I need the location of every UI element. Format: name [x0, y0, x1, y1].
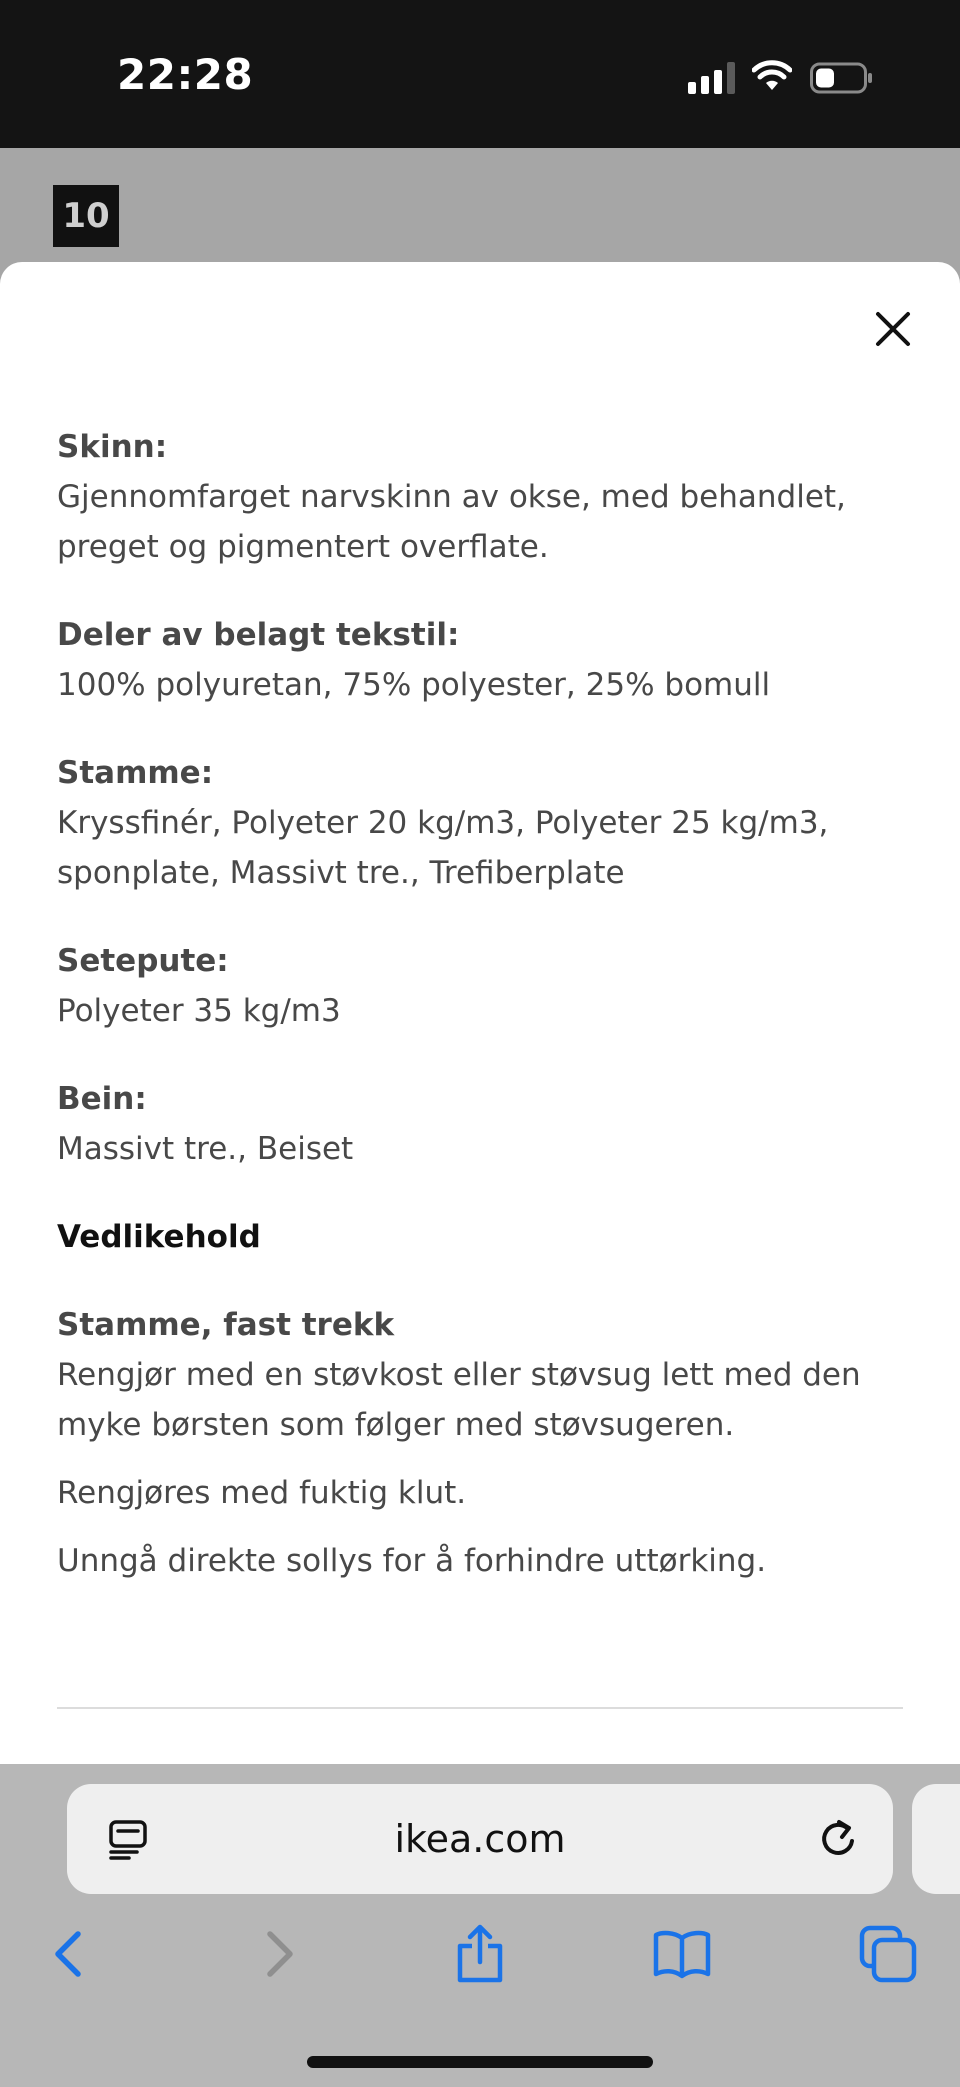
material-value: Massivt tre., Beiset: [57, 1131, 354, 1167]
care-paragraph: Rengjøres med fuktig klut.: [57, 1475, 467, 1511]
wifi-icon: [752, 60, 792, 92]
care-group: [57, 1300, 897, 1586]
tabs-icon[interactable]: [858, 1924, 918, 1984]
material-value: Gjennomfarget narvskinn av okse, med behandlet, preget og pigmentert overflate.: [57, 479, 846, 565]
material-label: Deler av belagt tekstil:: [57, 617, 460, 653]
next-tab-preview[interactable]: [912, 1784, 960, 1894]
status-bar: [0, 0, 960, 148]
material-label: Stamme:: [57, 755, 214, 791]
material-value: 100% polyuretan, 75% polyester, 25% bomull: [57, 667, 771, 703]
share-icon[interactable]: [450, 1924, 510, 1984]
material-value: Kryssfinér, Polyeter 20 kg/m3, Polyeter 25 kg/m3, sponplate, Massivt tre., Trefiberplate: [57, 805, 829, 891]
reload-icon[interactable]: [815, 1816, 861, 1862]
cellular-signal-icon: [688, 62, 735, 94]
care-paragraph: Unngå direkte sollys for å forhindre uttørking.: [57, 1543, 767, 1579]
back-icon[interactable]: [40, 1924, 100, 1984]
material-group: [57, 422, 897, 572]
care-section-title: Vedlikehold: [57, 1219, 261, 1255]
bookmarks-icon[interactable]: [652, 1924, 712, 1984]
url-text: ikea.com: [394, 1817, 566, 1861]
material-value: Polyeter 35 kg/m3: [57, 993, 341, 1029]
care-subtitle: Stamme, fast trekk: [57, 1307, 395, 1343]
material-group: [57, 936, 897, 1036]
forward-icon[interactable]: [248, 1924, 308, 1984]
material-group: [57, 748, 897, 898]
close-icon[interactable]: [868, 304, 918, 354]
home-indicator: [307, 2056, 653, 2068]
address-bar[interactable]: [67, 1784, 893, 1894]
materials-content: [57, 422, 897, 1586]
browser-toolbar: [0, 1764, 960, 2087]
material-label: Bein:: [57, 1081, 147, 1117]
care-paragraph: Rengjør med en støvkost eller støvsug lett med den myke børsten som følger med støvsugeren.: [57, 1357, 861, 1443]
divider: [57, 1707, 903, 1709]
material-label: Skinn:: [57, 429, 168, 465]
battery-icon: [810, 62, 874, 94]
material-group: [57, 1074, 897, 1174]
material-label: Setepute:: [57, 943, 229, 979]
backdrop-number-badge: 10: [53, 185, 119, 247]
status-time: 22:28: [117, 50, 254, 99]
product-details-sheet: [0, 262, 960, 1764]
material-group: [57, 610, 897, 710]
